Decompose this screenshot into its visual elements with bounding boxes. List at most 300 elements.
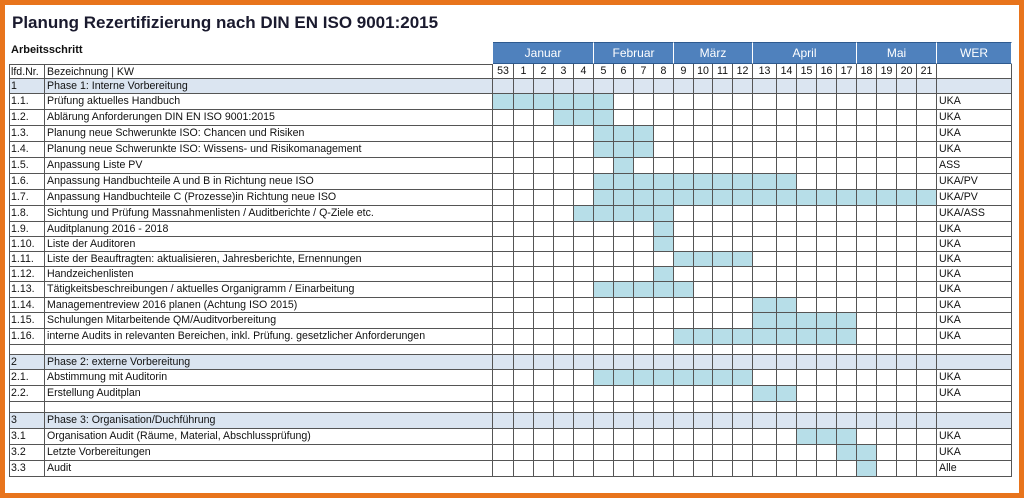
week-cell bbox=[897, 142, 917, 158]
week-cell bbox=[877, 413, 897, 429]
week-cell bbox=[817, 461, 837, 477]
gantt-bar-cell bbox=[917, 190, 937, 206]
week-cell bbox=[733, 79, 753, 94]
responsible: UKA bbox=[937, 110, 1012, 126]
phase-who bbox=[937, 413, 1012, 429]
week-cell bbox=[877, 79, 897, 94]
week-cell bbox=[574, 313, 594, 329]
week-cell bbox=[837, 345, 857, 355]
week-cell bbox=[817, 79, 837, 94]
week-cell bbox=[897, 370, 917, 386]
week-cell bbox=[554, 370, 574, 386]
gantt-bar-cell bbox=[733, 329, 753, 345]
week-cell bbox=[797, 222, 817, 237]
week-cell bbox=[654, 402, 674, 413]
week-cell bbox=[694, 126, 713, 142]
week-cell bbox=[897, 79, 917, 94]
week-cell bbox=[554, 252, 574, 267]
row-nr bbox=[9, 345, 45, 355]
week-cell bbox=[574, 413, 594, 429]
week-cell bbox=[614, 267, 634, 282]
gantt-bar-cell bbox=[634, 142, 654, 158]
task-name: interne Audits in relevanten Bereichen, inkl. Prüfung. gesetzlicher Anforderungen bbox=[45, 329, 493, 345]
week-cell bbox=[897, 206, 917, 222]
week-header-21: 21 bbox=[917, 64, 937, 79]
row-nr: 1.13. bbox=[9, 282, 45, 298]
week-header-12: 12 bbox=[733, 64, 753, 79]
phase-who bbox=[937, 79, 1012, 94]
gantt-bar-cell bbox=[797, 329, 817, 345]
week-cell bbox=[554, 206, 574, 222]
week-cell bbox=[574, 329, 594, 345]
week-cell bbox=[837, 402, 857, 413]
week-cell bbox=[753, 142, 777, 158]
week-cell bbox=[554, 174, 574, 190]
week-header-2: 2 bbox=[534, 64, 554, 79]
week-cell bbox=[777, 158, 797, 174]
week-cell bbox=[514, 355, 534, 370]
task-name: Auditplanung 2016 - 2018 bbox=[45, 222, 493, 237]
week-cell bbox=[733, 94, 753, 110]
month-header-1: Februar bbox=[594, 42, 674, 64]
week-cell bbox=[817, 94, 837, 110]
week-cell bbox=[694, 298, 713, 313]
week-cell bbox=[877, 267, 897, 282]
week-cell bbox=[817, 237, 837, 252]
week-cell bbox=[574, 370, 594, 386]
week-cell bbox=[733, 445, 753, 461]
week-cell bbox=[897, 402, 917, 413]
gantt-bar-cell bbox=[574, 94, 594, 110]
week-header-14: 14 bbox=[777, 64, 797, 79]
week-cell bbox=[654, 94, 674, 110]
gantt-bar-cell bbox=[694, 252, 713, 267]
week-cell bbox=[493, 386, 514, 402]
week-cell bbox=[674, 429, 694, 445]
gantt-bar-cell bbox=[654, 267, 674, 282]
week-cell bbox=[777, 142, 797, 158]
week-cell bbox=[574, 79, 594, 94]
week-cell bbox=[574, 345, 594, 355]
row-nr: 1.12. bbox=[9, 267, 45, 282]
week-cell bbox=[837, 413, 857, 429]
week-cell bbox=[534, 126, 554, 142]
week-cell bbox=[634, 313, 654, 329]
week-cell bbox=[917, 355, 937, 370]
week-cell bbox=[897, 174, 917, 190]
gantt-bar-cell bbox=[753, 190, 777, 206]
week-cell bbox=[753, 345, 777, 355]
row-nr: 1.4. bbox=[9, 142, 45, 158]
week-cell bbox=[897, 158, 917, 174]
week-cell bbox=[694, 461, 713, 477]
week-cell bbox=[733, 402, 753, 413]
week-cell bbox=[574, 298, 594, 313]
week-cell bbox=[797, 282, 817, 298]
task-name: Prüfung aktuelles Handbuch bbox=[45, 94, 493, 110]
row-nr: 1.3. bbox=[9, 126, 45, 142]
week-cell bbox=[614, 355, 634, 370]
gantt-bar-cell bbox=[694, 370, 713, 386]
week-cell bbox=[574, 252, 594, 267]
week-cell bbox=[713, 386, 733, 402]
week-cell bbox=[594, 461, 614, 477]
week-cell bbox=[493, 237, 514, 252]
row-nr: 3.1 bbox=[9, 429, 45, 445]
week-cell bbox=[917, 298, 937, 313]
week-cell bbox=[493, 142, 514, 158]
week-cell bbox=[634, 355, 654, 370]
task-name: Anpassung Handbuchteile A und B in Richtung neue ISO bbox=[45, 174, 493, 190]
row-nr: 2.1. bbox=[9, 370, 45, 386]
week-cell bbox=[713, 461, 733, 477]
week-cell bbox=[594, 237, 614, 252]
week-cell bbox=[733, 345, 753, 355]
week-cell bbox=[917, 345, 937, 355]
gantt-bar-cell bbox=[797, 429, 817, 445]
week-cell bbox=[493, 370, 514, 386]
week-cell bbox=[877, 461, 897, 477]
week-cell bbox=[514, 222, 534, 237]
week-cell bbox=[514, 79, 534, 94]
week-cell bbox=[837, 110, 857, 126]
week-cell bbox=[713, 94, 733, 110]
week-cell bbox=[634, 329, 654, 345]
week-cell bbox=[574, 126, 594, 142]
phase-title: Phase 2: externe Vorbereitung bbox=[45, 355, 493, 370]
week-cell bbox=[753, 158, 777, 174]
week-cell bbox=[634, 429, 654, 445]
week-cell bbox=[777, 429, 797, 445]
row-nr: 1.15. bbox=[9, 313, 45, 329]
week-cell bbox=[574, 174, 594, 190]
week-cell bbox=[817, 355, 837, 370]
responsible: Alle bbox=[937, 461, 1012, 477]
week-header-10: 10 bbox=[694, 64, 713, 79]
col-header-nr: lfd.Nr. bbox=[9, 64, 45, 79]
week-cell bbox=[534, 158, 554, 174]
week-cell bbox=[654, 386, 674, 402]
week-cell bbox=[634, 267, 654, 282]
week-cell bbox=[534, 402, 554, 413]
task-name: Letzte Vorbereitungen bbox=[45, 445, 493, 461]
week-cell bbox=[857, 370, 877, 386]
week-cell bbox=[713, 298, 733, 313]
week-cell bbox=[534, 386, 554, 402]
week-cell bbox=[797, 142, 817, 158]
week-cell bbox=[777, 79, 797, 94]
week-cell bbox=[713, 142, 733, 158]
week-cell bbox=[574, 282, 594, 298]
task-name: Organisation Audit (Räume, Material, Abschlussprüfung) bbox=[45, 429, 493, 445]
week-cell bbox=[514, 370, 534, 386]
week-cell bbox=[837, 142, 857, 158]
week-cell bbox=[614, 445, 634, 461]
week-cell bbox=[554, 461, 574, 477]
week-cell bbox=[753, 237, 777, 252]
week-cell bbox=[817, 206, 837, 222]
week-cell bbox=[797, 413, 817, 429]
gantt-bar-cell bbox=[594, 126, 614, 142]
responsible: ASS bbox=[937, 158, 1012, 174]
week-cell bbox=[877, 174, 897, 190]
week-cell bbox=[897, 237, 917, 252]
gantt-bar-cell bbox=[493, 94, 514, 110]
week-cell bbox=[594, 298, 614, 313]
week-cell bbox=[817, 174, 837, 190]
week-cell bbox=[674, 355, 694, 370]
week-cell bbox=[753, 402, 777, 413]
responsible: UKA bbox=[937, 237, 1012, 252]
week-cell bbox=[777, 370, 797, 386]
week-cell bbox=[493, 158, 514, 174]
week-header-20: 20 bbox=[897, 64, 917, 79]
week-cell bbox=[797, 237, 817, 252]
week-cell bbox=[534, 174, 554, 190]
week-header-8: 8 bbox=[654, 64, 674, 79]
gantt-bar-cell bbox=[654, 370, 674, 386]
week-cell bbox=[694, 282, 713, 298]
week-cell bbox=[877, 206, 897, 222]
week-cell bbox=[857, 94, 877, 110]
week-cell bbox=[817, 282, 837, 298]
week-cell bbox=[574, 142, 594, 158]
row-nr: 2.2. bbox=[9, 386, 45, 402]
week-cell bbox=[877, 329, 897, 345]
week-cell bbox=[694, 110, 713, 126]
gantt-bar-cell bbox=[837, 429, 857, 445]
row-nr: 1.8. bbox=[9, 206, 45, 222]
week-cell bbox=[654, 345, 674, 355]
week-cell bbox=[753, 413, 777, 429]
week-cell bbox=[654, 79, 674, 94]
week-cell bbox=[837, 126, 857, 142]
week-cell bbox=[753, 110, 777, 126]
week-cell bbox=[674, 142, 694, 158]
week-cell bbox=[837, 94, 857, 110]
week-cell bbox=[713, 445, 733, 461]
week-cell bbox=[514, 329, 534, 345]
week-cell bbox=[877, 402, 897, 413]
week-cell bbox=[493, 355, 514, 370]
week-cell bbox=[694, 142, 713, 158]
week-cell bbox=[493, 413, 514, 429]
gantt-bar-cell bbox=[654, 190, 674, 206]
responsible: UKA bbox=[937, 222, 1012, 237]
responsible: UKA/ASS bbox=[937, 206, 1012, 222]
gantt-bar-cell bbox=[674, 282, 694, 298]
week-header-17: 17 bbox=[837, 64, 857, 79]
week-cell bbox=[817, 345, 837, 355]
week-cell bbox=[877, 355, 897, 370]
week-cell bbox=[713, 126, 733, 142]
week-cell bbox=[554, 190, 574, 206]
week-cell bbox=[817, 252, 837, 267]
who-col-header bbox=[937, 64, 1012, 79]
week-cell bbox=[694, 237, 713, 252]
week-cell bbox=[594, 329, 614, 345]
week-cell bbox=[897, 222, 917, 237]
week-cell bbox=[857, 386, 877, 402]
week-cell bbox=[493, 345, 514, 355]
gantt-bar-cell bbox=[713, 190, 733, 206]
responsible: UKA bbox=[937, 298, 1012, 313]
week-cell bbox=[797, 267, 817, 282]
week-cell bbox=[857, 252, 877, 267]
week-cell bbox=[554, 345, 574, 355]
week-cell bbox=[493, 190, 514, 206]
gantt-bar-cell bbox=[713, 370, 733, 386]
row-nr: 1.5. bbox=[9, 158, 45, 174]
week-cell bbox=[733, 126, 753, 142]
week-cell bbox=[777, 126, 797, 142]
week-cell bbox=[493, 252, 514, 267]
week-cell bbox=[733, 142, 753, 158]
week-cell bbox=[797, 94, 817, 110]
week-cell bbox=[837, 386, 857, 402]
week-cell bbox=[797, 386, 817, 402]
responsible bbox=[937, 402, 1012, 413]
week-cell bbox=[534, 79, 554, 94]
gantt-bar-cell bbox=[857, 461, 877, 477]
week-cell bbox=[534, 445, 554, 461]
week-cell bbox=[877, 110, 897, 126]
week-cell bbox=[554, 126, 574, 142]
week-cell bbox=[897, 94, 917, 110]
task-name: Liste der Beauftragten: aktualisieren, Jahresberichte, Ernennungen bbox=[45, 252, 493, 267]
phase-title: Phase 1: Interne Vorbereitung bbox=[45, 79, 493, 94]
week-cell bbox=[674, 413, 694, 429]
week-cell bbox=[634, 386, 654, 402]
week-cell bbox=[817, 413, 837, 429]
week-cell bbox=[594, 355, 614, 370]
week-cell bbox=[877, 345, 897, 355]
gantt-bar-cell bbox=[753, 298, 777, 313]
week-cell bbox=[493, 282, 514, 298]
gantt-bar-cell bbox=[817, 329, 837, 345]
task-name: Anpassung Liste PV bbox=[45, 158, 493, 174]
week-cell bbox=[514, 206, 534, 222]
week-cell bbox=[674, 222, 694, 237]
week-cell bbox=[837, 370, 857, 386]
week-cell bbox=[694, 206, 713, 222]
gantt-bar-cell bbox=[634, 190, 654, 206]
week-cell bbox=[917, 94, 937, 110]
week-cell bbox=[634, 79, 654, 94]
week-cell bbox=[674, 267, 694, 282]
week-cell bbox=[654, 445, 674, 461]
week-cell bbox=[877, 158, 897, 174]
gantt-bar-cell bbox=[594, 94, 614, 110]
month-header-2: März bbox=[674, 42, 753, 64]
week-cell bbox=[817, 386, 837, 402]
week-header-16: 16 bbox=[817, 64, 837, 79]
week-cell bbox=[733, 355, 753, 370]
gantt-bar-cell bbox=[694, 174, 713, 190]
week-cell bbox=[837, 461, 857, 477]
week-cell bbox=[817, 402, 837, 413]
week-cell bbox=[534, 206, 554, 222]
week-cell bbox=[514, 461, 534, 477]
week-cell bbox=[574, 445, 594, 461]
week-cell bbox=[713, 413, 733, 429]
week-cell bbox=[514, 298, 534, 313]
week-cell bbox=[877, 298, 897, 313]
task-name: Anpassung Handbuchteile C (Prozesse)in Richtung neue ISO bbox=[45, 190, 493, 206]
week-cell bbox=[797, 345, 817, 355]
week-cell bbox=[917, 158, 937, 174]
week-cell bbox=[857, 355, 877, 370]
gantt-bar-cell bbox=[594, 174, 614, 190]
week-cell bbox=[614, 313, 634, 329]
week-cell bbox=[817, 267, 837, 282]
gantt-bar-cell bbox=[733, 190, 753, 206]
phase-nr: 2 bbox=[9, 355, 45, 370]
week-cell bbox=[917, 222, 937, 237]
week-cell bbox=[897, 126, 917, 142]
week-cell bbox=[917, 79, 937, 94]
week-cell bbox=[654, 126, 674, 142]
week-cell bbox=[897, 329, 917, 345]
week-cell bbox=[753, 206, 777, 222]
week-cell bbox=[654, 461, 674, 477]
week-cell bbox=[554, 298, 574, 313]
responsible: UKA bbox=[937, 252, 1012, 267]
week-cell bbox=[694, 345, 713, 355]
week-cell bbox=[777, 461, 797, 477]
week-cell bbox=[817, 370, 837, 386]
month-header-0: Januar bbox=[493, 42, 594, 64]
week-cell bbox=[713, 158, 733, 174]
week-cell bbox=[654, 413, 674, 429]
gantt-bar-cell bbox=[713, 174, 733, 190]
week-cell bbox=[534, 313, 554, 329]
gantt-bar-cell bbox=[574, 110, 594, 126]
gantt-bar-cell bbox=[614, 174, 634, 190]
phase-nr: 3 bbox=[9, 413, 45, 429]
week-cell bbox=[493, 429, 514, 445]
week-cell bbox=[514, 386, 534, 402]
week-cell bbox=[917, 282, 937, 298]
gantt-bar-cell bbox=[753, 386, 777, 402]
responsible: UKA/PV bbox=[937, 190, 1012, 206]
week-cell bbox=[857, 313, 877, 329]
week-cell bbox=[797, 174, 817, 190]
phase-who bbox=[937, 355, 1012, 370]
gantt-bar-cell bbox=[733, 370, 753, 386]
week-cell bbox=[837, 158, 857, 174]
responsible: UKA bbox=[937, 142, 1012, 158]
responsible: UKA bbox=[937, 94, 1012, 110]
week-cell bbox=[614, 298, 634, 313]
week-cell bbox=[837, 355, 857, 370]
week-cell bbox=[554, 222, 574, 237]
gantt-bar-cell bbox=[654, 237, 674, 252]
week-cell bbox=[837, 252, 857, 267]
week-cell bbox=[694, 267, 713, 282]
week-cell bbox=[897, 110, 917, 126]
week-cell bbox=[534, 355, 554, 370]
week-cell bbox=[614, 94, 634, 110]
gantt-bar-cell bbox=[614, 190, 634, 206]
week-cell bbox=[694, 355, 713, 370]
responsible: UKA bbox=[937, 126, 1012, 142]
week-cell bbox=[797, 445, 817, 461]
week-cell bbox=[857, 429, 877, 445]
gantt-bar-cell bbox=[753, 329, 777, 345]
week-cell bbox=[493, 174, 514, 190]
week-header-11: 11 bbox=[713, 64, 733, 79]
